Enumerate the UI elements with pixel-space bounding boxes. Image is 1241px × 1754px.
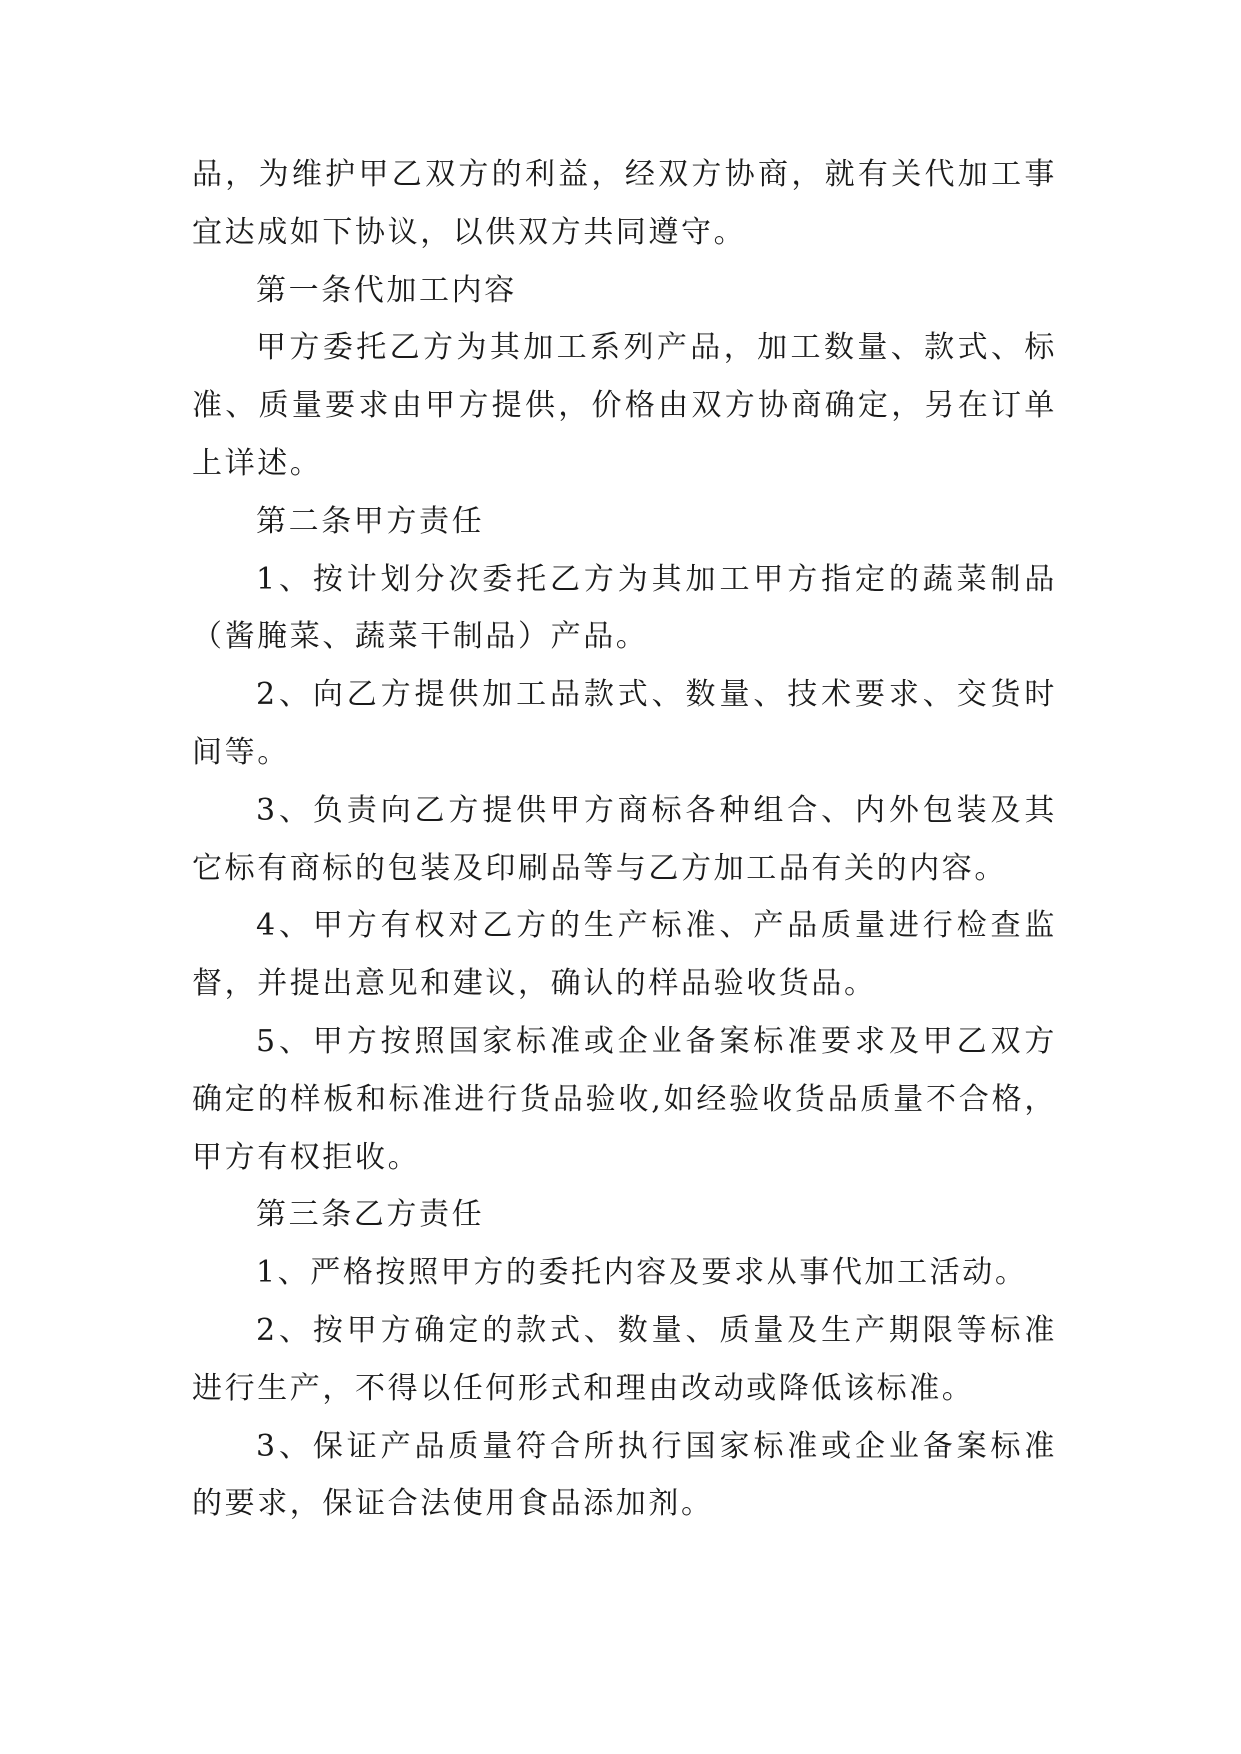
paragraph-article-3-item-2: 2、按甲方确定的款式、数量、质量及生产期限等标准进行生产，不得以任何形式和理由改动或降低该标准。 bbox=[192, 1312, 1057, 1406]
paragraph-article-3-item-1: 1、严格按照甲方的委托内容及要求从事代加工活动。 bbox=[256, 1255, 1028, 1291]
paragraph-article-3-item-3: 3、保证产品质量符合所执行国家标准或企业备案标准的要求，保证合法使用食品添加剂。 bbox=[192, 1428, 1057, 1522]
paragraph-article-2-item-1: 1、按计划分次委托乙方为其加工甲方指定的蔬菜制品（酱腌菜、蔬菜干制品）产品。 bbox=[192, 561, 1057, 655]
paragraph-article-2-item-3: 3、负责向乙方提供甲方商标各种组合、内外包装及其它标有商标的包装及印刷品等与乙方加工品有关的内容。 bbox=[192, 792, 1057, 886]
paragraph-article-2-item-5: 5、甲方按照国家标准或企业备案标准要求及甲乙双方确定的样板和标准进行货品验收,如经验收货品质量不合格，甲方有权拒收。 bbox=[192, 1023, 1057, 1175]
document-page bbox=[192, 146, 1057, 1533]
paragraph-article-2-item-2: 2、向乙方提供加工品款式、数量、技术要求、交货时间等。 bbox=[192, 677, 1057, 770]
heading-article-3: 第三条乙方责任 bbox=[256, 1197, 485, 1233]
heading-article-1: 第一条代加工内容 bbox=[256, 272, 517, 308]
paragraph-article-1-content: 甲方委托乙方为其加工系列产品，加工数量、款式、标准、质量要求由甲方提供，价格由双方协商确定，另在订单上详述。 bbox=[192, 330, 1057, 481]
paragraph-article-2-item-4: 4、甲方有权对乙方的生产标准、产品质量进行检查监督，并提出意见和建议，确认的样品验收货品。 bbox=[192, 908, 1057, 1002]
heading-article-2: 第二条甲方责任 bbox=[256, 503, 485, 539]
paragraph-intro-continued: 品，为维护甲乙双方的利益，经双方协商，就有关代加工事宜达成如下协议，以供双方共同遵守。 bbox=[192, 157, 1057, 250]
